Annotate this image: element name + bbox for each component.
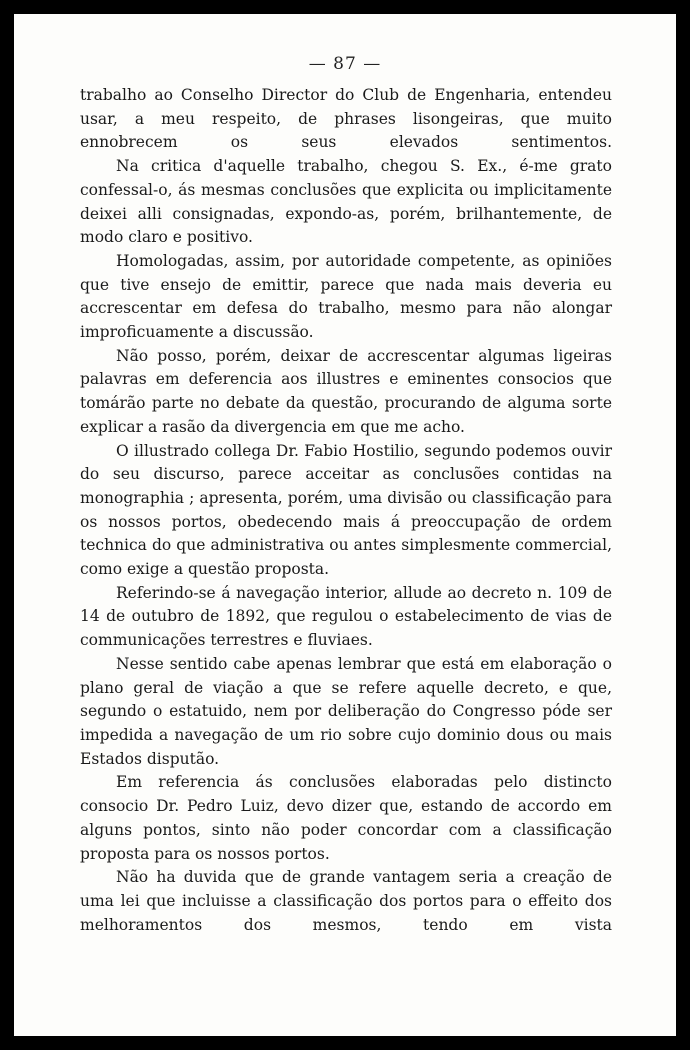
book-page xyxy=(14,14,676,1036)
paragraph-1: trabalho ao Conselho Director do Club de Engenharia, entendeu usar, a meu respeito, de phrases lisongeiras, que muito ennobrecem os seus elevados sentimentos. xyxy=(80,86,612,152)
body-text xyxy=(80,84,612,937)
page-number: — 87 — xyxy=(308,54,382,74)
paragraph-7: Nesse sentido cabe apenas lembrar que está em elaboração o plano geral de viação a que se refere aquelle decreto, e que, segundo o estatuido, nem por deliberação do Congresso póde ser impedida a navegação de um rio sobre cujo dominio dous ou mais Estados disputão. xyxy=(80,654,612,768)
paragraph-2: Na critica d'aquelle trabalho, chegou S. Ex., é-me grato confessal-o, ás mesmas conclusões que explicita ou implicitamente deixei alli consignadas, expondo-as, porém, brilhantemente, de modo claro e positivo. xyxy=(80,157,612,247)
paragraph-6: Referindo-se á navegação interior, allude ao decreto n. 109 de 14 de outubro de 1892, que regulou o estabelecimento de vias de communicações terrestres e fluviaes. xyxy=(80,583,612,650)
paragraph-4: Não posso, porém, deixar de accrescentar algumas ligeiras palavras em deferencia aos illustres e eminentes consocios que tomárão parte no debate da questão, procurando de alguma sorte explicar a rasão da divergencia em que me acho. xyxy=(80,346,612,436)
paragraph-9: Não ha duvida que de grande vantagem seria a creação de uma lei que incluisse a classificação dos portos para o effeito dos melhoramentos dos mesmos, tendo em vista xyxy=(80,868,612,934)
paragraph-3: Homologadas, assim, por autoridade competente, as opiniões que tive ensejo de emittir, parece que nada mais deveria eu accrescentar em defesa do trabalho, mesmo para não alongar improficuamente a discussão. xyxy=(80,251,612,342)
paragraph-8: Em referencia ás conclusões elaboradas pelo distincto consocio Dr. Pedro Luiz, devo dizer que, estando de accordo em alguns pontos, sinto não poder concordar com a classificação proposta para os nossos portos. xyxy=(80,773,612,863)
paragraph-5: O illustrado collega Dr. Fabio Hostilio, segundo podemos ouvir do seu discurso, parece acceitar as conclusões contidas na monographia ; apresenta, porém, uma divisão ou classificação para os nossos portos, obedecendo mais á preoccupação de ordem technica do que administrativa ou antes simplesmente commercial, como exige a questão proposta. xyxy=(80,441,612,579)
